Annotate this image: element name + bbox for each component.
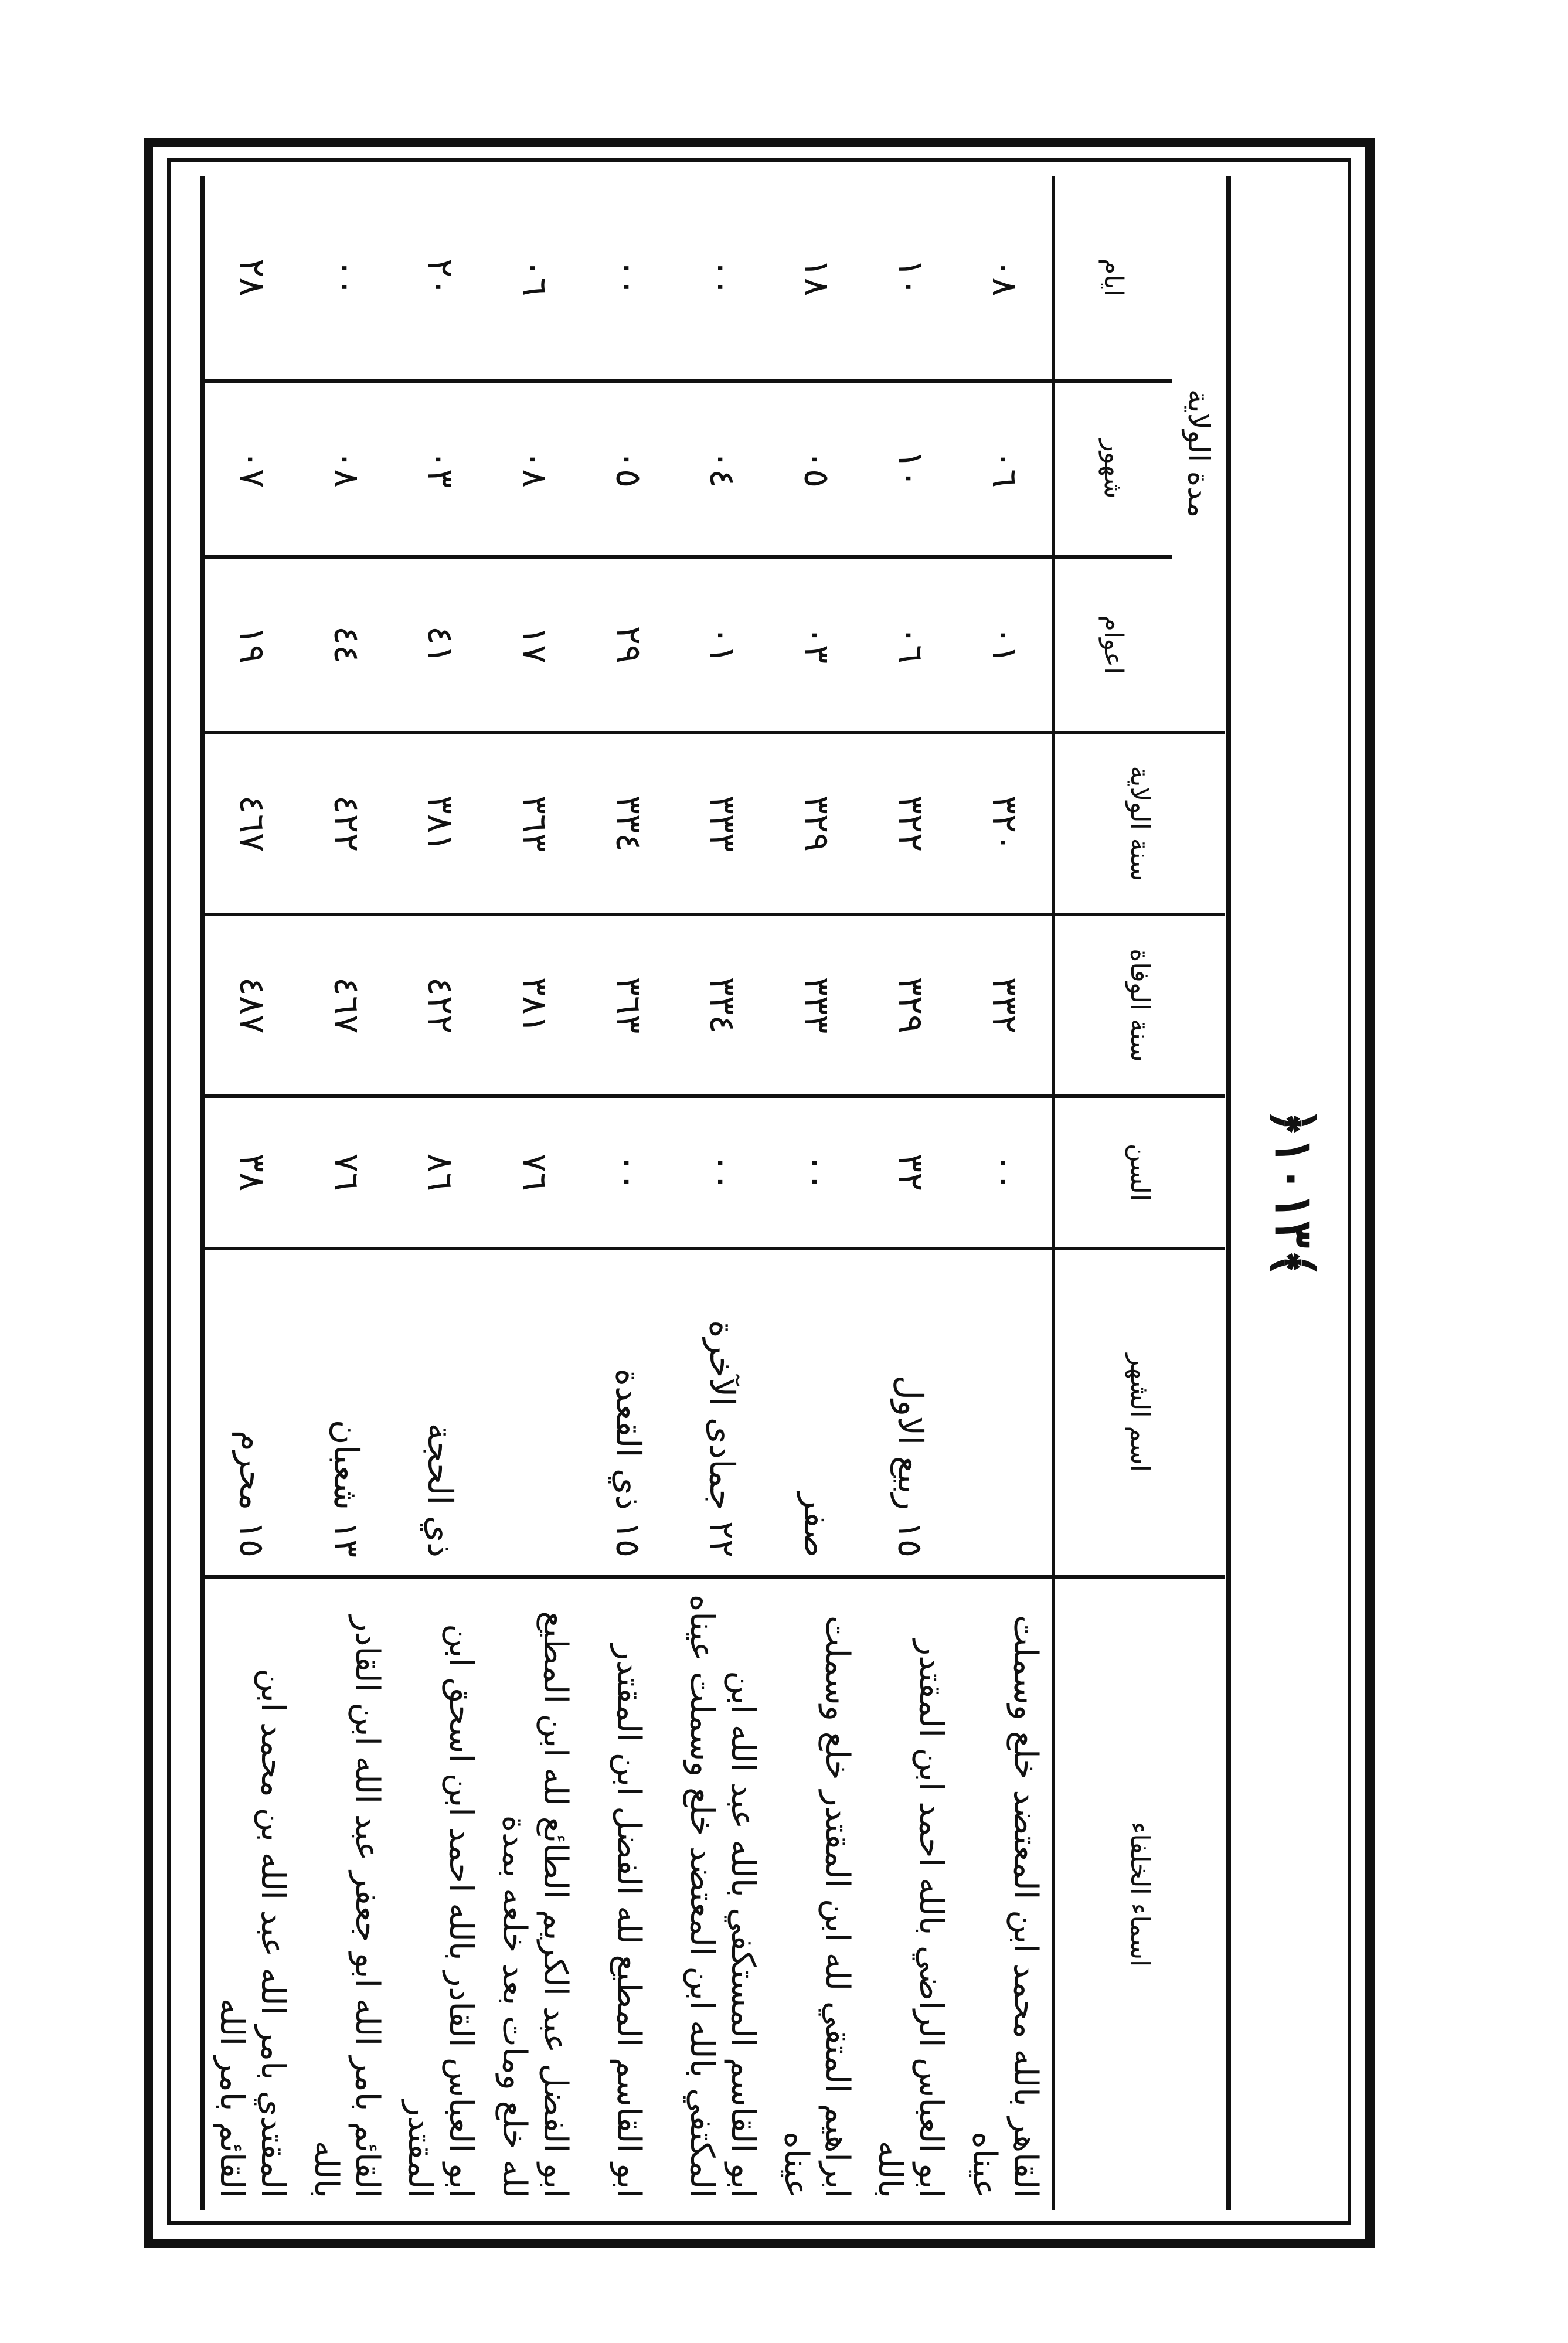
header-caliph-names: اسماء الخلفاء bbox=[1053, 1577, 1225, 2210]
caliph-name: القاهر بالله محمد ابن المعتضد خلع وسملت عيناه bbox=[957, 1577, 1053, 2210]
death-year: ٣٣٢ bbox=[957, 914, 1053, 1096]
header-days: ايام bbox=[1053, 176, 1172, 381]
table-row bbox=[770, 176, 863, 2210]
header-reign-duration: مدة الولاية bbox=[1182, 389, 1216, 518]
header-accession-year: سنة الولاية bbox=[1053, 733, 1225, 914]
reign-months: ١٠ bbox=[863, 381, 957, 557]
reign-days: ٠٠ bbox=[607, 259, 649, 297]
death-year: ٣٣٣ bbox=[770, 914, 863, 1096]
table-row bbox=[205, 176, 300, 2210]
reign-months: ٠٧ bbox=[205, 381, 300, 557]
death-year: ٤٦٧ bbox=[300, 914, 393, 1096]
reign-years: ٠٣ bbox=[770, 557, 863, 733]
age: ٧٦ bbox=[300, 1096, 393, 1249]
accession-year: ٣٦٣ bbox=[487, 733, 581, 914]
death-year: ٣٦٣ bbox=[581, 914, 675, 1096]
month-name: صفر bbox=[770, 1249, 863, 1577]
reign-days: ١٠ bbox=[890, 259, 931, 297]
reign-days: ٠٠ bbox=[702, 259, 743, 297]
reign-months: ٠٨ bbox=[487, 381, 581, 557]
table-row bbox=[393, 176, 487, 2210]
page-number: ﴿١٠١٣﴾ bbox=[1264, 1107, 1325, 1279]
reign-months: ٠٤ bbox=[675, 381, 769, 557]
caliphs-table-wrapper bbox=[199, 176, 1231, 2210]
caliph-name: القائم بامر الله ابو جعفر عبد الله ابن القادر بالله bbox=[300, 1577, 393, 2210]
reign-years: ٤٤ bbox=[300, 557, 393, 733]
reign-months: ٠٦ bbox=[957, 381, 1053, 557]
reign-years: ٢٩ bbox=[581, 557, 675, 733]
caliph-name: ابراهيم المتقي لله ابن المقتدر خلع وسملت عيناه bbox=[770, 1577, 863, 2210]
death-year: ٤٢٢ bbox=[393, 914, 487, 1096]
death-year: ٣٢٩ bbox=[863, 914, 957, 1096]
reign-days: ٢٨ bbox=[232, 259, 273, 297]
reign-years: ١٧ bbox=[487, 557, 581, 733]
header-month-name: اسم الشهر bbox=[1053, 1249, 1225, 1577]
table-row bbox=[487, 176, 581, 2210]
month-name: ١٥ محرم bbox=[205, 1249, 300, 1577]
caliph-name: المقتدي بامر الله عبد الله بن محمد ابن القائم بامر الله bbox=[205, 1577, 300, 2210]
accession-year: ٣٢٩ bbox=[770, 733, 863, 914]
table-row bbox=[675, 176, 769, 2210]
month-name: ٢٢ جمادى الآخرة bbox=[675, 1249, 769, 1577]
accession-year: ٤٦٧ bbox=[205, 733, 300, 914]
age: ٠٠ bbox=[957, 1096, 1053, 1249]
caliph-name: ابو العباس الراضي بالله احمد ابن المقتدر بالله bbox=[863, 1577, 957, 2210]
reign-months: ٠٣ bbox=[393, 381, 487, 557]
reign-days: ٠٨ bbox=[984, 259, 1025, 297]
age: ٠٠ bbox=[581, 1096, 675, 1249]
month-name bbox=[487, 1249, 581, 1577]
reign-years: ٠١ bbox=[957, 557, 1053, 733]
month-name: ذي الحجة bbox=[393, 1249, 487, 1577]
header-death-year: سنة الوفاة bbox=[1053, 914, 1225, 1096]
reign-months: ٠٥ bbox=[581, 381, 675, 557]
month-name: ١٥ ذي القعدة bbox=[581, 1249, 675, 1577]
accession-year: ٣٣٣ bbox=[675, 733, 769, 914]
rotated-page-content bbox=[188, 176, 1336, 2210]
month-name bbox=[957, 1249, 1053, 1577]
accession-year: ٤٢٢ bbox=[300, 733, 393, 914]
accession-year: ٣٢٢ bbox=[863, 733, 957, 914]
reign-days: ٠٦ bbox=[513, 259, 555, 297]
header-age: السن bbox=[1053, 1096, 1225, 1249]
reign-days: ٠٠ bbox=[325, 259, 367, 297]
table-row bbox=[300, 176, 393, 2210]
caliph-name: ابو العباس القادر بالله احمد ابن اسحق ابن المقتدر bbox=[393, 1577, 487, 2210]
accession-year: ٣٣٤ bbox=[581, 733, 675, 914]
death-year: ٤٨٧ bbox=[205, 914, 300, 1096]
month-name: ١٥ ربيع الاول bbox=[863, 1249, 957, 1577]
table-row bbox=[863, 176, 957, 2210]
death-year: ٣٨١ bbox=[487, 914, 581, 1096]
caliph-name: ابو الفضل عبد الكريم الطائع لله ابن المطيع لله خلع ومات بعد خلعه بمدة bbox=[487, 1577, 581, 2210]
reign-days: ١٨ bbox=[795, 259, 837, 297]
table-row bbox=[957, 176, 1053, 2210]
header-years: اعوام bbox=[1053, 557, 1172, 733]
caliph-name: ابو القاسم المطيع لله الفضل ابن المقتدر bbox=[581, 1577, 675, 2210]
accession-year: ٣٢٠ bbox=[957, 733, 1053, 914]
table-row bbox=[581, 176, 675, 2210]
reign-years: ١٩ bbox=[205, 557, 300, 733]
reign-years: ٤١ bbox=[393, 557, 487, 733]
accession-year: ٣٨١ bbox=[393, 733, 487, 914]
age: ٧٦ bbox=[487, 1096, 581, 1249]
header-months: شهور bbox=[1053, 381, 1172, 557]
month-name: ١٣ شعبان bbox=[300, 1249, 393, 1577]
death-year: ٣٣٤ bbox=[675, 914, 769, 1096]
reign-years: ٠٦ bbox=[863, 557, 957, 733]
age: ٠٠ bbox=[675, 1096, 769, 1249]
top-rule bbox=[1226, 176, 1231, 2210]
age: ٣٢ bbox=[863, 1096, 957, 1249]
age: ٠٠ bbox=[770, 1096, 863, 1249]
reign-days: ٢٠ bbox=[420, 259, 461, 297]
table-body bbox=[205, 176, 1053, 2210]
age: ٣٨ bbox=[205, 1096, 300, 1249]
bottom-rule bbox=[200, 176, 205, 2210]
reign-months: ٠٥ bbox=[770, 381, 863, 557]
caliph-name: ابو القاسم المستكفي بالله عبد الله ابن المكتفي بالله ابن المعتضد خلع وسملت عيناه bbox=[675, 1577, 769, 2210]
age: ٨٦ bbox=[393, 1096, 487, 1249]
reign-years: ٠١ bbox=[675, 557, 769, 733]
reign-months: ٠٨ bbox=[300, 381, 393, 557]
caliphs-table bbox=[205, 176, 1225, 2210]
